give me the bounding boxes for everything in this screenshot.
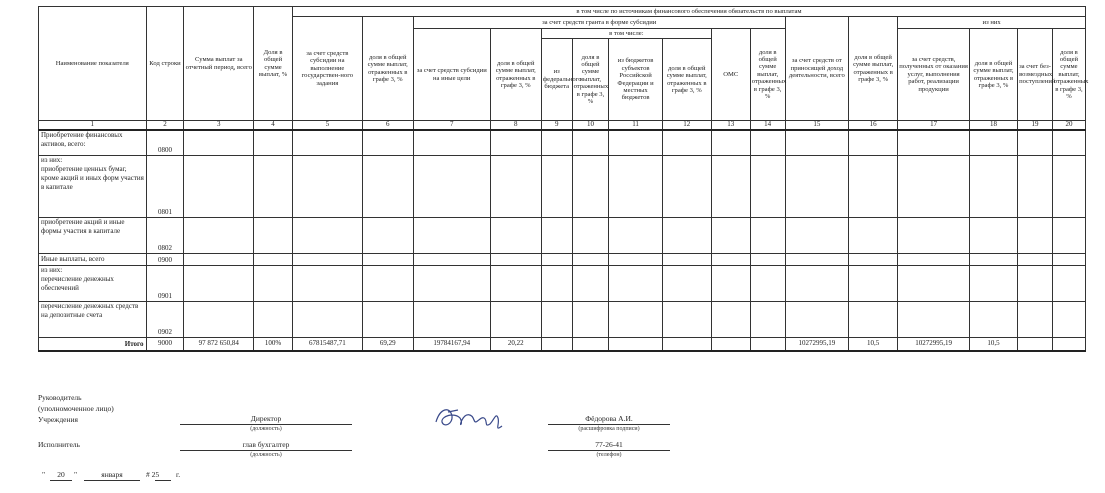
row-cell	[1018, 266, 1053, 302]
row-cell	[1018, 156, 1053, 218]
column-number: 12	[662, 121, 711, 130]
row-cell	[572, 254, 609, 266]
row-cell	[541, 302, 572, 338]
head-label-2: (уполномоченное лицо)	[38, 404, 114, 413]
row-cell	[898, 156, 970, 218]
row-cell	[1052, 130, 1085, 156]
row-cell	[184, 302, 254, 338]
row-cell	[362, 130, 413, 156]
row-cell	[1018, 130, 1053, 156]
col-header-share10: доля в общей сумме выплат, отраженных в графе 3, %	[572, 39, 609, 121]
row-cell	[750, 156, 785, 218]
row-cell	[750, 218, 785, 254]
row-cell	[490, 254, 541, 266]
total-cell-empty	[572, 338, 609, 351]
row-cell	[541, 266, 572, 302]
row-cell	[541, 218, 572, 254]
signature-scribble	[432, 402, 512, 434]
row-cell	[572, 156, 609, 218]
total-other-subsidy: 19784167,94	[413, 338, 490, 351]
row-code: 0802	[146, 218, 184, 254]
row-cell	[413, 266, 490, 302]
row-cell	[849, 156, 898, 218]
incl-header: в том числе:	[541, 29, 711, 39]
row-cell	[413, 254, 490, 266]
row-cell	[849, 218, 898, 254]
column-number: 8	[490, 121, 541, 130]
col-header-share-total: Доля в общей сумме выплат, %	[254, 7, 293, 121]
col-header-services: за счет средств, полученных от оказания услуг, выполнения работ, реализации продукции	[898, 29, 970, 121]
total-cell-empty	[1018, 338, 1053, 351]
row-cell	[662, 302, 711, 338]
row-cell	[1052, 266, 1085, 302]
column-number: 17	[898, 121, 970, 130]
row-cell	[609, 130, 662, 156]
row-cell	[785, 130, 849, 156]
col-header-fed: из федерального бюджета	[541, 39, 572, 121]
total-label: Итого	[39, 338, 147, 351]
total-share6: 69,29	[362, 338, 413, 351]
row-cell	[849, 254, 898, 266]
row-cell	[849, 130, 898, 156]
row-name: из них: перечисление денежных обеспечений	[39, 266, 147, 302]
row-cell	[413, 218, 490, 254]
total-share: 100%	[254, 338, 293, 351]
col-header-share6: доля в общей сумме выплат, отраженных в графе 3, %	[362, 17, 413, 121]
total-services: 10272995,19	[898, 338, 970, 351]
total-row	[39, 338, 1086, 351]
row-cell	[572, 302, 609, 338]
row-cell	[293, 218, 363, 254]
row-cell	[1018, 218, 1053, 254]
row-cell	[1052, 302, 1085, 338]
column-number: 2	[146, 121, 184, 130]
super-header: в том числе по источникам финансового обеспечения обязательств по выплатам	[293, 7, 1086, 17]
total-cell-empty	[750, 338, 785, 351]
row-code: 0901	[146, 266, 184, 302]
row-cell	[1052, 254, 1085, 266]
row-code: 0801	[146, 156, 184, 218]
col-header-other-subsidy: за счет средств субсидии на иные цели	[413, 29, 490, 121]
total-share16: 10,5	[849, 338, 898, 351]
row-cell	[541, 254, 572, 266]
of-them-header: из них	[898, 17, 1086, 29]
col-header-share12: доля в общей сумме выплат, отраженных в графе 3, %	[662, 39, 711, 121]
row-name: из них: приобретение ценных бумаг, кроме акций и иных форм участия в капитале	[39, 156, 147, 218]
row-cell	[1052, 156, 1085, 218]
total-share8: 20,22	[490, 338, 541, 351]
date-year-suffix: г.	[176, 470, 181, 479]
total-cell-empty	[609, 338, 662, 351]
head-label-1: Руководитель	[38, 393, 82, 402]
row-cell	[254, 218, 293, 254]
row-cell	[969, 266, 1017, 302]
row-cell	[293, 266, 363, 302]
column-number: 10	[572, 121, 609, 130]
row-cell	[572, 130, 609, 156]
row-cell	[254, 156, 293, 218]
row-cell	[184, 266, 254, 302]
total-code: 9000	[146, 338, 184, 351]
row-cell	[969, 302, 1017, 338]
total-cell-empty	[1052, 338, 1085, 351]
row-name: Иные выплаты, всего	[39, 254, 147, 266]
row-code: 0900	[146, 254, 184, 266]
column-number: 15	[785, 121, 849, 130]
col-header-share16: доля в общей сумме выплат, отраженных в графе 3, %	[849, 17, 898, 121]
row-name: перечисление денежных средств на депозитные счета	[39, 302, 147, 338]
row-code: 0800	[146, 130, 184, 156]
row-cell	[750, 266, 785, 302]
col-header-regional: из бюджетов субъектов Российской Федерации и местных бюджетов	[609, 39, 662, 121]
row-cell	[541, 130, 572, 156]
report-table	[38, 6, 1089, 352]
row-cell	[969, 130, 1017, 156]
row-cell	[662, 218, 711, 254]
row-cell	[362, 302, 413, 338]
column-number: 5	[293, 121, 363, 130]
row-cell	[254, 130, 293, 156]
row-code: 0902	[146, 302, 184, 338]
row-cell	[362, 266, 413, 302]
col-header-share8: доля в общей сумме выплат, отраженных в графе 3, %	[490, 29, 541, 121]
row-cell	[785, 218, 849, 254]
row-cell	[293, 302, 363, 338]
row-cell	[969, 156, 1017, 218]
date-day: 20	[57, 470, 65, 479]
grant-header: за счет средств гранта в форме субсидии	[413, 17, 785, 29]
row-cell	[490, 302, 541, 338]
col-header-oms: ОМС	[711, 29, 750, 121]
row-cell	[662, 266, 711, 302]
total-state-task: 67815487,71	[293, 338, 363, 351]
row-cell	[490, 218, 541, 254]
col-header-total: Сумма выплат за отчетный период, всего	[184, 7, 254, 121]
row-cell	[898, 218, 970, 254]
row-cell	[490, 130, 541, 156]
row-cell	[293, 156, 363, 218]
column-number: 13	[711, 121, 750, 130]
row-cell	[969, 254, 1017, 266]
row-cell	[362, 156, 413, 218]
head-name: Фёдорова А.И.	[585, 414, 633, 423]
date-quote-close: "	[74, 470, 78, 479]
table-row	[39, 130, 1086, 156]
row-cell	[490, 156, 541, 218]
row-cell	[662, 254, 711, 266]
row-cell	[184, 156, 254, 218]
table-row	[39, 266, 1086, 302]
executor-phone-line	[548, 450, 670, 451]
row-cell	[609, 302, 662, 338]
head-position: Директор	[250, 414, 282, 423]
row-cell	[184, 254, 254, 266]
row-cell	[293, 130, 363, 156]
row-cell	[254, 254, 293, 266]
col-header-code: Код строки	[146, 7, 184, 121]
row-cell	[413, 156, 490, 218]
total-cell-empty	[662, 338, 711, 351]
row-cell	[413, 130, 490, 156]
row-cell	[785, 302, 849, 338]
executor-position-caption: (должность)	[250, 452, 282, 458]
row-cell	[711, 218, 750, 254]
row-cell	[898, 130, 970, 156]
row-cell	[184, 218, 254, 254]
total-income: 10272995,19	[785, 338, 849, 351]
head-name-line	[548, 424, 670, 425]
row-cell	[254, 266, 293, 302]
row-cell	[711, 266, 750, 302]
row-cell	[785, 266, 849, 302]
head-name-caption: (расшифровка подписи)	[578, 426, 640, 432]
date-year: # 25	[146, 470, 160, 479]
row-cell	[785, 254, 849, 266]
executor-label: Исполнитель	[38, 440, 80, 449]
table-row	[39, 254, 1086, 266]
row-cell	[662, 130, 711, 156]
table-row	[39, 302, 1086, 338]
col-header-gratuitous: за счет без-возмездных поступлений	[1018, 29, 1053, 121]
row-cell	[849, 266, 898, 302]
row-cell	[711, 130, 750, 156]
row-cell	[413, 302, 490, 338]
row-cell	[1018, 302, 1053, 338]
date-quote-open: "	[42, 470, 46, 479]
column-number: 4	[254, 121, 293, 130]
executor-position-line	[180, 450, 352, 451]
row-cell	[898, 266, 970, 302]
column-number: 16	[849, 121, 898, 130]
row-cell	[711, 254, 750, 266]
row-cell	[184, 130, 254, 156]
row-cell	[609, 156, 662, 218]
row-cell	[785, 156, 849, 218]
head-label-3: Учреждения	[38, 415, 78, 424]
row-cell	[750, 130, 785, 156]
column-number: 6	[362, 121, 413, 130]
total-cell-empty	[711, 338, 750, 351]
col-header-state-task: за счет средств субсидии на выполнение государствен-ного задания	[293, 17, 363, 121]
row-cell	[1052, 218, 1085, 254]
column-number: 19	[1018, 121, 1053, 130]
row-cell	[362, 218, 413, 254]
row-cell	[662, 156, 711, 218]
executor-position: глав бухгалтер	[242, 440, 290, 449]
column-number: 7	[413, 121, 490, 130]
row-cell	[572, 218, 609, 254]
col-header-income: за счет средств от приносящей доход деятельности, всего	[785, 17, 849, 121]
row-cell	[609, 266, 662, 302]
column-number: 20	[1052, 121, 1085, 130]
row-cell	[541, 156, 572, 218]
row-cell	[490, 266, 541, 302]
column-number: 3	[184, 121, 254, 130]
row-cell	[1018, 254, 1053, 266]
col-header-share14: доля в общей сумме выплат, отраженных в графе 3, %	[750, 29, 785, 121]
total-sum: 97 872 650,84	[184, 338, 254, 351]
date-day-line	[50, 480, 72, 481]
row-cell	[750, 302, 785, 338]
row-cell	[609, 218, 662, 254]
row-name: приобретение акций и иные формы участия в капитале	[39, 218, 147, 254]
executor-phone: 77-26-41	[595, 440, 623, 449]
total-share18: 10,5	[969, 338, 1017, 351]
col-header-share20: доля в общей сумме выплат, отраженных в графе 3, %	[1052, 29, 1085, 121]
date-year-line	[155, 480, 171, 481]
row-cell	[849, 302, 898, 338]
date-month: января	[101, 470, 123, 479]
executor-phone-caption: (телефон)	[596, 452, 622, 458]
column-number: 11	[609, 121, 662, 130]
row-cell	[898, 302, 970, 338]
head-position-line	[180, 424, 352, 425]
row-name: Приобретение финансовых активов, всего:	[39, 130, 147, 156]
column-number: 9	[541, 121, 572, 130]
table-row	[39, 156, 1086, 218]
column-number-row	[39, 121, 1086, 130]
row-cell	[572, 266, 609, 302]
table-row	[39, 218, 1086, 254]
date-month-line	[84, 480, 140, 481]
row-cell	[362, 254, 413, 266]
col-header-share18: доля в общей сумме выплат, отраженных в графе 3, %	[969, 29, 1017, 121]
row-cell	[609, 254, 662, 266]
row-cell	[750, 254, 785, 266]
total-cell-empty	[541, 338, 572, 351]
row-cell	[898, 254, 970, 266]
head-position-caption: (должность)	[250, 426, 282, 432]
col-header-name: Наименование показателя	[39, 7, 147, 121]
row-cell	[711, 156, 750, 218]
row-cell	[711, 302, 750, 338]
row-cell	[293, 254, 363, 266]
row-cell	[969, 218, 1017, 254]
column-number: 18	[969, 121, 1017, 130]
row-cell	[254, 302, 293, 338]
column-number: 1	[39, 121, 147, 130]
column-number: 14	[750, 121, 785, 130]
